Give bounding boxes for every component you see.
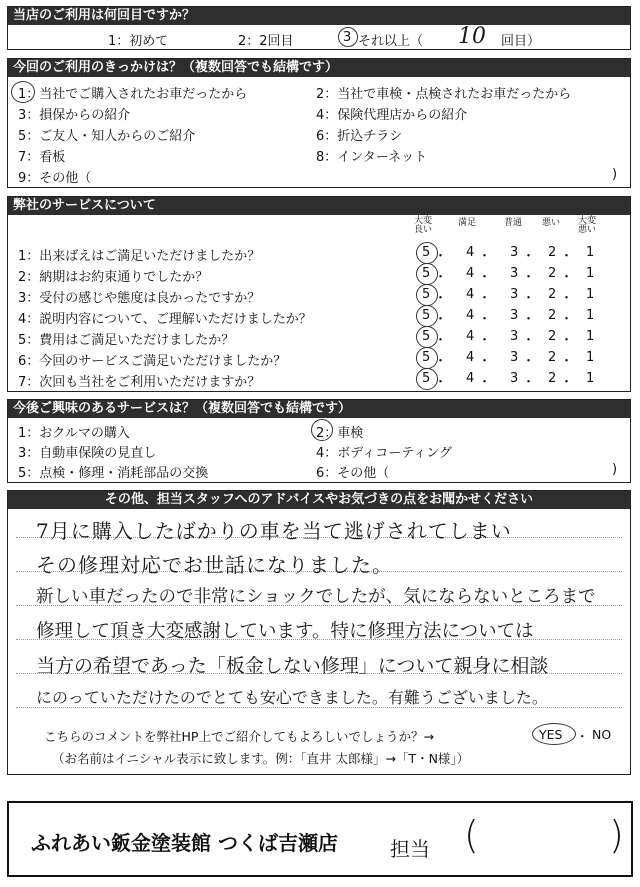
- rating-separator-dot: ・: [434, 354, 448, 369]
- rating-score-1: 1: [586, 266, 595, 281]
- rating-selected-circle: [416, 326, 438, 348]
- visit-count-handwritten: 10: [458, 24, 486, 49]
- visit-option-3-number: 3: [343, 30, 352, 45]
- rating-separator-dot: ・: [560, 291, 574, 306]
- rating-score-2: 2: [548, 350, 557, 365]
- rating-score-5: 5: [422, 308, 431, 323]
- rating-selected-circle: [416, 368, 438, 390]
- rating-score-5: 5: [422, 350, 431, 365]
- rating-score-4: 4: [466, 245, 475, 260]
- rating-separator-dot: ・: [522, 270, 536, 285]
- visit-count-title: 当店のご利用は何回目ですか？: [8, 7, 630, 25]
- rating-separator-dot: ・: [560, 354, 574, 369]
- rating-score-1: 1: [586, 371, 595, 386]
- visit-option-1: 1：初めて: [108, 34, 169, 49]
- interest-section: [7, 399, 631, 483]
- rating-score-3: 3: [510, 287, 519, 302]
- rating-separator-dot: ・: [560, 270, 574, 285]
- rating-separator-dot: ・: [522, 375, 536, 390]
- rating-selected-circle: [416, 242, 438, 264]
- reason-item-4: 4：保険代理店からの紹介: [316, 108, 468, 123]
- rating-separator-dot: ・: [522, 333, 536, 348]
- service-rating-title: 弊社のサービスについて: [8, 197, 630, 215]
- rating-score-2: 2: [548, 308, 557, 323]
- rating-selected-circle: [416, 347, 438, 369]
- interest-item-3: 3：自動車保険の見直し: [18, 446, 157, 461]
- rating-separator-dot: ・: [434, 333, 448, 348]
- rating-separator-dot: ・: [434, 270, 448, 285]
- rating-score-4: 4: [466, 266, 475, 281]
- rating-score-5: 5: [422, 266, 431, 281]
- scale-label-normal: 普通: [503, 218, 522, 228]
- rating-question-5: 5：費用はご満足いただけましたか？: [18, 333, 235, 348]
- rating-separator-dot: ・: [478, 249, 492, 264]
- interest-item-2: 2：車検: [316, 426, 364, 441]
- interest-close-paren: ): [612, 462, 618, 477]
- reason-item-6: 6：折込チラシ: [316, 129, 403, 144]
- consent-no: NO: [592, 727, 612, 742]
- rating-separator-dot: ・: [478, 354, 492, 369]
- rating-separator-dot: ・: [522, 312, 536, 327]
- interest-item-4: 4：ボディコーティング: [316, 446, 452, 461]
- rating-question-2: 2：納期はお約束通りでしたか？: [18, 270, 209, 285]
- rating-separator-dot: ・: [434, 375, 448, 390]
- rating-score-1: 1: [586, 329, 595, 344]
- rating-score-1: 1: [586, 287, 595, 302]
- rating-score-5: 5: [422, 371, 431, 386]
- staff-open-paren: (: [464, 813, 479, 857]
- rating-separator-dot: ・: [560, 312, 574, 327]
- rating-score-1: 1: [586, 350, 595, 365]
- scale-label-bad: 悪い: [541, 218, 560, 228]
- staff-close-paren: ): [609, 813, 624, 857]
- rating-score-4: 4: [466, 371, 475, 386]
- rating-score-3: 3: [510, 245, 519, 260]
- rating-separator-dot: ・: [478, 312, 492, 327]
- rating-score-4: 4: [466, 287, 475, 302]
- rating-score-2: 2: [548, 266, 557, 281]
- rating-score-3: 3: [510, 371, 519, 386]
- rating-score-3: 3: [510, 329, 519, 344]
- rating-separator-dot: ・: [478, 270, 492, 285]
- rating-score-3: 3: [510, 350, 519, 365]
- comment-line-2: その修理対応でお世話になりました。: [36, 553, 393, 577]
- rating-separator-dot: ・: [560, 375, 574, 390]
- rating-question-1: 1：出来ばえはご満足いただけましたか？: [18, 249, 261, 264]
- footer-box: [7, 801, 633, 877]
- rating-score-2: 2: [548, 245, 557, 260]
- rating-score-4: 4: [466, 308, 475, 323]
- reason-item-8: 8：インターネット: [316, 150, 428, 165]
- visit-option-2: 2：2回目: [238, 34, 294, 49]
- comment-line-5: 当方の希望であった「板金しない修理」について親身に相談: [36, 655, 549, 677]
- reason-item-5: 5：ご友人・知人からのご紹介: [18, 129, 196, 144]
- reason-item-2: 2：当社で車検・点検されたお車だったから: [316, 87, 572, 102]
- rating-separator-dot: ・: [522, 291, 536, 306]
- staff-name-blank: [484, 825, 604, 855]
- visit-option-3-text: それ以上（: [358, 34, 424, 49]
- interest-item-1: 1：おクルマの購入: [18, 426, 130, 441]
- scale-label-very-bad: 大変悪い: [577, 216, 596, 235]
- interest-item-6: 6：その他（: [316, 466, 390, 481]
- comment-title: その他、担当スタッフへのアドバイスやお気づきの点をお聞かせください: [8, 491, 630, 509]
- reason-item-7: 7：看板: [18, 150, 66, 165]
- rating-score-3: 3: [510, 308, 519, 323]
- rating-question-4: 4：説明内容について、ご理解いただけましたか？: [18, 312, 312, 327]
- visit-count-section: [7, 6, 631, 50]
- rating-score-4: 4: [466, 350, 475, 365]
- reason-close-paren: ): [612, 167, 618, 182]
- rating-separator-dot: ・: [560, 249, 574, 264]
- staff-label: 担当: [390, 837, 430, 861]
- rating-selected-circle: [416, 284, 438, 306]
- rating-separator-dot: ・: [478, 333, 492, 348]
- rating-score-2: 2: [548, 329, 557, 344]
- rating-separator-dot: ・: [434, 312, 448, 327]
- rating-score-5: 5: [422, 287, 431, 302]
- rating-separator-dot: ・: [522, 249, 536, 264]
- rating-score-5: 5: [422, 329, 431, 344]
- comment-line-1: 7月に購入したばかりの車を当て逃げされてしまい: [36, 519, 512, 543]
- rating-score-2: 2: [548, 371, 557, 386]
- consent-note: （お名前はイニシャル表示に致します。例：「直井 太郎様」→「T・N様」）: [52, 751, 470, 766]
- comment-section: [7, 490, 631, 775]
- scale-label-satisfied: 満足: [457, 218, 476, 228]
- rating-question-6: 6：今回のサービスご満足いただけましたか？: [18, 354, 287, 369]
- rating-separator-dot: ・: [434, 291, 448, 306]
- rating-question-7: 7：次回も当社をご利用いただけますか？: [18, 375, 261, 390]
- rating-separator-dot: ・: [478, 291, 492, 306]
- rating-score-3: 3: [510, 266, 519, 281]
- rating-score-5: 5: [422, 245, 431, 260]
- consent-separator: ・: [576, 729, 589, 744]
- reason-item-3: 3：損保からの紹介: [18, 108, 131, 123]
- rating-selected-circle: [416, 263, 438, 285]
- rating-score-1: 1: [586, 245, 595, 260]
- visit-option-3-unit: 回目）: [501, 34, 541, 49]
- rating-separator-dot: ・: [522, 354, 536, 369]
- reason-section: [7, 58, 631, 188]
- consent-yes: YES: [539, 727, 563, 742]
- reason-item-1: 1：当社でご購入されたお車だったから: [18, 87, 248, 102]
- rating-question-3: 3：受付の感じや態度は良かったですか？: [18, 291, 261, 306]
- consent-question: こちらのコメントを弊社HP上でご紹介してもよろしいでしょうか？→: [44, 729, 434, 744]
- scale-label-very-good: 大変良い: [413, 216, 432, 235]
- rating-score-4: 4: [466, 329, 475, 344]
- interest-item-5: 5：点検・修理・消耗部品の交換: [18, 466, 209, 481]
- rating-score-1: 1: [586, 308, 595, 323]
- interest-title: 今後ご興味のあるサービスは？（複数回答でも結構です）: [8, 400, 630, 418]
- rating-separator-dot: ・: [478, 375, 492, 390]
- rating-selected-circle: [416, 305, 438, 327]
- shop-name: ふれあい鈑金塗装館 つくば吉瀬店: [31, 831, 338, 855]
- reason-title: 今回のご利用のきっかけは？（複数回答でも結構です）: [8, 59, 630, 77]
- rating-separator-dot: ・: [434, 249, 448, 264]
- comment-line-3: 新しい車だったので非常にショックでしたが、気にならないところまで: [36, 587, 596, 607]
- service-rating-section: [7, 196, 631, 392]
- rating-score-2: 2: [548, 287, 557, 302]
- comment-line-4: 修理して頂き大変感謝しています。特に修理方法については: [36, 621, 534, 642]
- rating-separator-dot: ・: [560, 333, 574, 348]
- reason-item-9: 9：その他（: [18, 171, 92, 186]
- comment-line-6: にのっていただけたのでとても安心できました。有難うございました。: [36, 688, 548, 707]
